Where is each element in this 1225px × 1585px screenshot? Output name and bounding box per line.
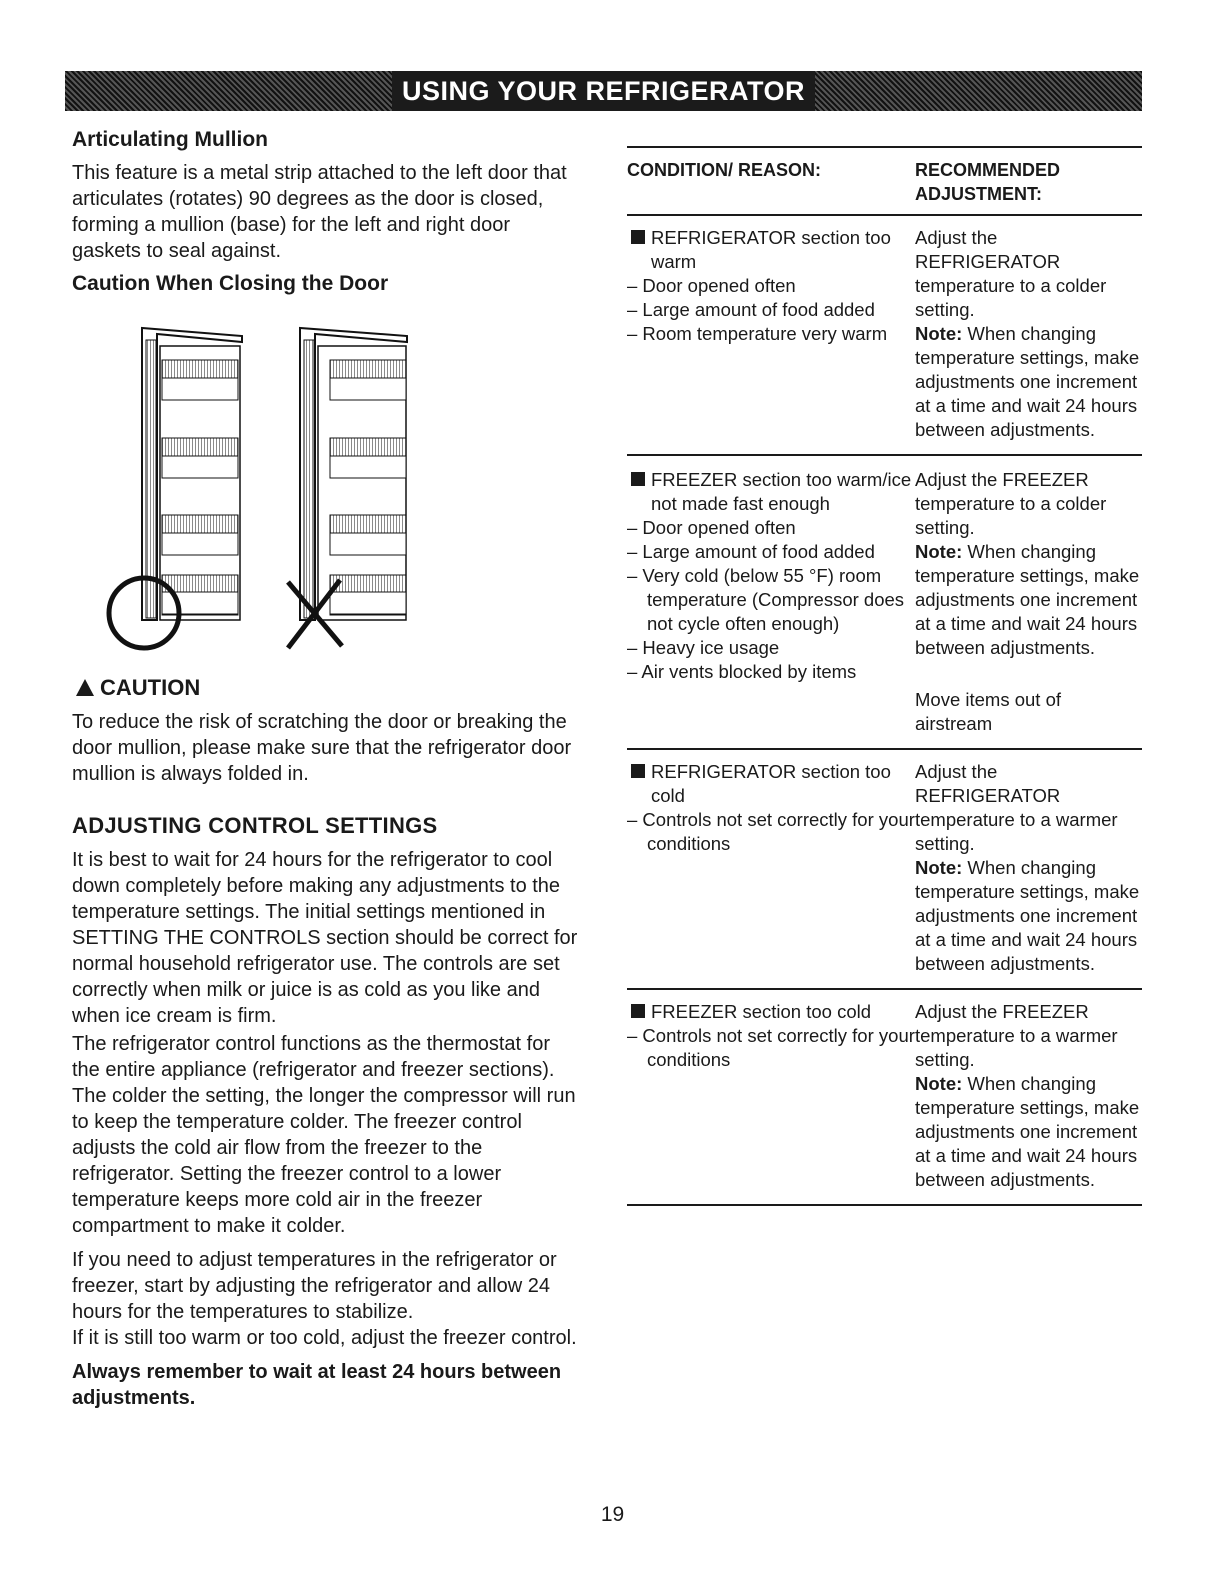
reminder-text: Always remember to wait at least 24 hours between adjustments. (72, 1361, 562, 1409)
left-column (72, 126, 582, 1411)
condition-cell (627, 468, 915, 736)
table-row (627, 216, 1142, 456)
note-label: Note: (915, 323, 963, 344)
reason-item: – Large amount of food added (627, 541, 875, 562)
reason-item: – Very cold (below 55 °F) room temperature (Compressor does not cycle often enough) (627, 565, 905, 634)
troubleshooting-table (627, 146, 1142, 1206)
table-row (627, 990, 1142, 1206)
adjustment-text: Adjust the REFRIGERATOR temperature to a colder setting. (915, 227, 1107, 320)
note-text: When changing temperature settings, make adjustments one increment at a time and wait 24 hours between adjustments. (915, 857, 1140, 974)
condition-text: REFRIGERATOR section too cold (651, 761, 891, 806)
caution-text: To reduce the risk of scratching the door or breaking the door mullion, please make sure that the refrigerator door mullion is always folded in. (72, 711, 572, 785)
caution-heading (76, 675, 582, 701)
table-row (627, 456, 1142, 750)
section-banner (65, 71, 1142, 111)
note-text: When changing temperature settings, make adjustments one increment at a time and wait 24 hours between adjustments. (915, 541, 1140, 658)
reason-item: – Door opened often (627, 517, 796, 538)
bullet-square-icon (631, 472, 645, 486)
warning-icon (76, 679, 94, 696)
reason-item: – Controls not set correctly for your conditions (627, 809, 915, 854)
adjusting-paragraph-1: It is best to wait for 24 hours for the refrigerator to cool down completely before making any adjustments to the temperature settings. The initial settings mentioned in SETTING THE CONTROLS section should be correct for normal household refrigerator use. The controls are set correctly when milk or juice is as cold as you like and when ice cream is firm. (72, 849, 578, 1027)
adjusting-paragraph-3: If you need to adjust temperatures in the refrigerator or freezer, start by adjusting the refrigerator and allow 24 hours for the temperatures to stabilize. (72, 1249, 557, 1323)
page-number: 19 (600, 1503, 625, 1526)
condition-text: FREEZER section too warm/ice not made fast enough (651, 469, 912, 514)
condition-cell (627, 1000, 915, 1192)
reason-item: – Large amount of food added (627, 299, 875, 320)
correct-door-drawing (109, 328, 242, 648)
table-header (627, 148, 1142, 216)
closing-heading: Caution When Closing the Door (72, 272, 389, 295)
header-condition: CONDITION/ REASON: (627, 160, 822, 180)
bullet-square-icon (631, 230, 645, 244)
condition-text: FREEZER section too cold (651, 1001, 872, 1022)
reason-item: – Door opened often (627, 275, 796, 296)
caution-title: CAUTION (100, 675, 201, 700)
adjustment-cell (915, 1000, 1142, 1192)
adjustment-cell (915, 468, 1142, 736)
note-label: Note: (915, 1073, 963, 1094)
adjustment-text: Adjust the FREEZER temperature to a warmer setting. (915, 1001, 1118, 1070)
mullion-text: This feature is a metal strip attached to the left door that articulates (rotates) 90 degrees as the door is closed, forming a mullion (base) for the left and right door gaskets to seal against. (72, 162, 567, 262)
bullet-square-icon (631, 764, 645, 778)
adjustment-cell (915, 760, 1142, 976)
bullet-square-icon (631, 1004, 645, 1018)
adjusting-paragraph-4: If it is still too warm or too cold, adjust the freezer control. (72, 1327, 577, 1349)
reason-item: – Controls not set correctly for your conditions (627, 1025, 915, 1070)
reason-item: – Air vents blocked by items (627, 661, 857, 682)
door-diagram (102, 320, 432, 665)
adjustment-text: Adjust the FREEZER temperature to a colder setting. (915, 469, 1107, 538)
banner-title: USING YOUR REFRIGERATOR (392, 71, 815, 111)
condition-cell (627, 760, 915, 976)
note-text: When changing temperature settings, make adjustments one increment at a time and wait 24 hours between adjustments. (915, 1073, 1140, 1190)
note-text: When changing temperature settings, make adjustments one increment at a time and wait 24 hours between adjustments. (915, 323, 1140, 440)
adjustment-cell (915, 226, 1142, 442)
reason-item: – Room temperature very warm (627, 323, 888, 344)
header-adjustment: RECOMMENDED ADJUSTMENT: (915, 160, 1061, 204)
adjusting-paragraph-2: The refrigerator control functions as the thermostat for the entire appliance (refrigerator and freezer sections). The colder the setting, the longer the compressor will run to keep the temperature colder. The freezer control adjusts the cold air flow from the freezer to the refrigerator. Setting the freezer control to a lower temperature keeps more cold air in the freezer compartment to make it colder. (72, 1033, 576, 1237)
condition-cell (627, 226, 915, 442)
incorrect-door-drawing (288, 328, 407, 648)
reason-item: – Heavy ice usage (627, 637, 780, 658)
door-mullion-illustration (102, 320, 432, 665)
adjustment-text: Adjust the REFRIGERATOR temperature to a warmer setting. (915, 761, 1118, 854)
mullion-heading: Articulating Mullion (72, 128, 268, 151)
table-row (627, 750, 1142, 990)
extra-adjustment-text: Move items out of airstream (915, 689, 1062, 734)
condition-text: REFRIGERATOR section too warm (651, 227, 891, 272)
note-label: Note: (915, 857, 963, 878)
note-label: Note: (915, 541, 963, 562)
adjusting-heading: ADJUSTING CONTROL SETTINGS (72, 813, 438, 838)
